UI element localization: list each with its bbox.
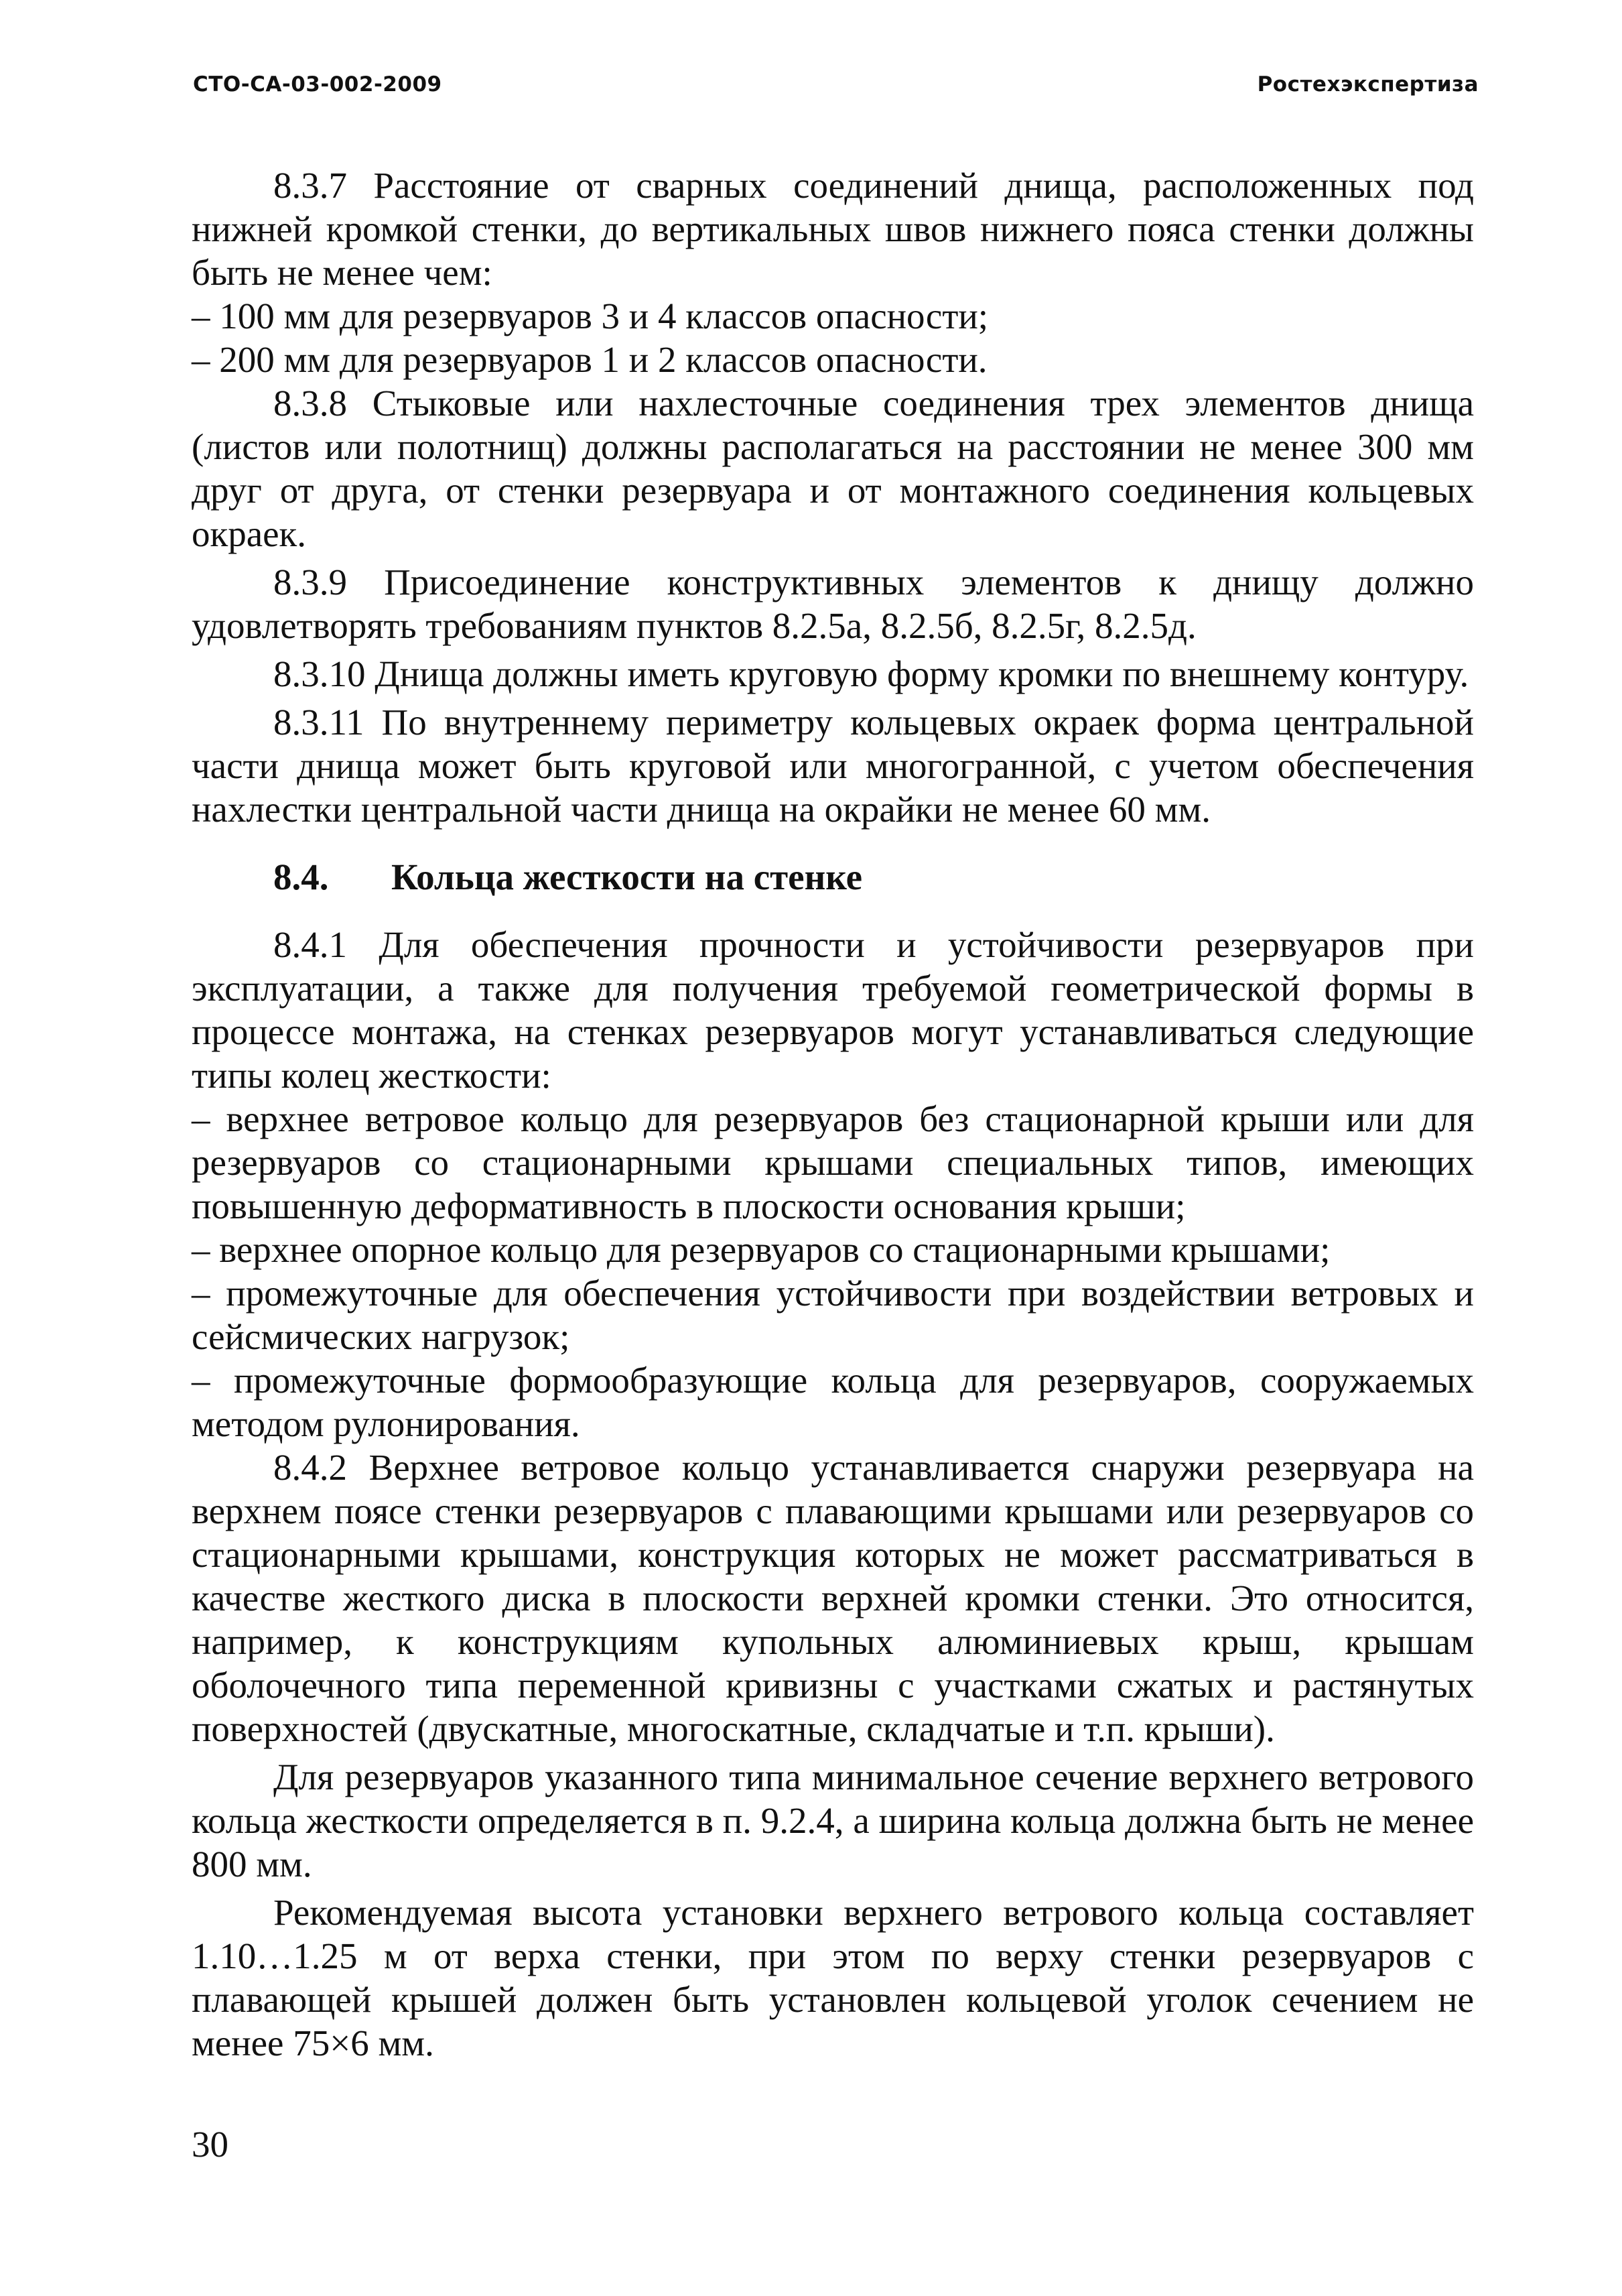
section-title: Кольца жесткости на стенке <box>391 856 862 897</box>
paragraph-8-3-9: 8.3.9 Присоединение конструктивных элементов к днищу должно удовлетворять требованиям пунктов 8.2.5а, 8.2.5б, 8.2.5г, 8.2.5д. <box>192 562 1474 646</box>
page-number: 30 <box>192 2124 228 2165</box>
paragraph-8-3-8: 8.3.8 Стыковые или нахлесточные соединения трех элементов днища (листов или полотнищ) должны располагаться на расстоянии не менее 300 мм друг от друга, от стенки резервуара и от монтажного соединения кольцевых окраек. <box>192 383 1474 554</box>
paragraph-8-4-2-continued: Для резервуаров указанного типа минимальное сечение верхнего ветрового кольца жесткости определяется в п. 9.2.4, а ширина кольца должна быть не менее 800 мм. <box>192 1757 1474 1885</box>
page-header <box>193 72 1479 97</box>
list-item: – промежуточные для обеспечения устойчивости при воздействии ветровых и сейсмических нагрузок; <box>192 1273 1474 1357</box>
document-body <box>192 164 1474 2065</box>
list-item: – промежуточные формообразующие кольца для резервуаров, сооружаемых методом рулонирования. <box>192 1360 1474 1444</box>
document-code: СТО-СА-03-002-2009 <box>193 72 442 97</box>
section-heading <box>192 855 1474 899</box>
list-item: – верхнее ветровое кольцо для резервуаров без стационарной крыши или для резервуаров со стационарными крышами специальных типов, имеющих повышенную деформативность в плоскости основания крыши; <box>192 1098 1474 1226</box>
list-item: – 100 мм для резервуаров 3 и 4 классов опасности; <box>192 296 989 336</box>
section-number: 8.4. <box>273 856 329 897</box>
list-item: – 200 мм для резервуаров 1 и 2 классов опасности. <box>192 339 988 380</box>
paragraph-8-3-7: 8.3.7 Расстояние от сварных соединений днища, расположенных под нижней кромкой стенки, до вертикальных швов нижнего пояса стенки должны быть не менее чем: <box>192 165 1474 293</box>
list-item: – верхнее опорное кольцо для резервуаров со стационарными крышами; <box>192 1229 1331 1270</box>
paragraph-8-4-2-recommendation: Рекомендуемая высота установки верхнего ветрового кольца составляет 1.10…1.25 м от верха стенки, при этом по верху стенки резервуаров с плавающей крышей должен быть установлен кольцевой уголок сечением не менее 75×6 мм. <box>192 1892 1474 2063</box>
paragraph-8-4-1: 8.4.1 Для обеспечения прочности и устойчивости резервуаров при эксплуатации, а также для получения требуемой геометрической формы в процессе монтажа, на стенках резервуаров могут устанавливаться следующие типы колец жесткости: <box>192 924 1474 1096</box>
paragraph-8-3-10: 8.3.10 Днища должны иметь круговую форму кромки по внешнему контуру. <box>273 653 1469 694</box>
paragraph-8-4-2: 8.4.2 Верхнее ветровое кольцо устанавливается снаружи резервуара на верхнем поясе стенки резервуаров с плавающими крышами или резервуаров со стационарными крышами, конструкция которых не может рассматриваться в качестве жесткого диска в плоскости верхней кромки стенки. Это относится, например, к конструкциям купольных алюминиевых крыш, крышам оболочечного типа переменной кривизны с участками сжатых и растянутых поверхностей (двускатные, многоскатные, складчатые и т.п. крыши). <box>192 1447 1474 1749</box>
organization-name: Ростехэкспертиза <box>1257 72 1479 97</box>
paragraph-8-3-11: 8.3.11 По внутреннему периметру кольцевых окраек форма центральной части днища может быть круговой или многогранной, с учетом обеспечения нахлестки центральной части днища на окрайки не менее 60 мм. <box>192 702 1474 830</box>
